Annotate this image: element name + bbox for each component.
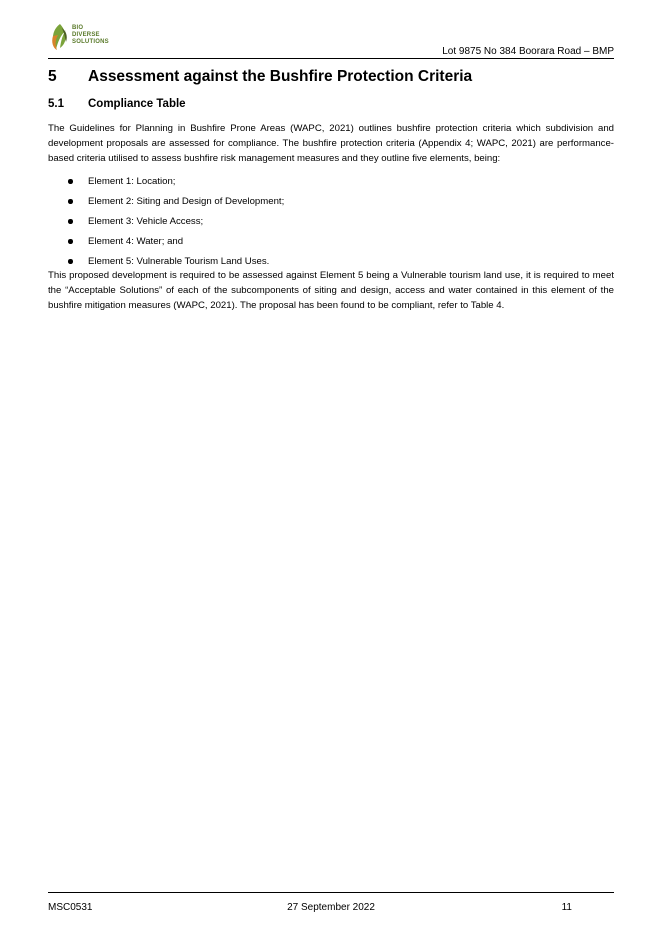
section-heading [48, 68, 614, 86]
bullet-icon [68, 219, 73, 224]
logo-line-3: SOLUTIONS [72, 39, 109, 45]
bullet-icon [68, 259, 73, 264]
list-item-text: Element 5: Vulnerable Tourism Land Uses. [88, 256, 270, 267]
list-item-text: Element 1: Location; [88, 176, 176, 187]
footer-divider [48, 892, 614, 893]
section-title: Assessment against the Bushfire Protection Criteria [88, 68, 473, 85]
logo-line-1: BIO [72, 25, 84, 31]
page-header [48, 18, 614, 58]
bullet-icon [68, 199, 73, 204]
logo-line-2: DIVERSE [72, 32, 100, 38]
company-logo [48, 22, 118, 56]
document-date: 27 September 2022 [287, 902, 375, 913]
document-reference: Lot 9875 No 384 Boorara Road – BMP [442, 46, 614, 57]
document-code: MSC0531 [48, 902, 93, 913]
bullet-icon [68, 179, 73, 184]
leaf-logo-icon [50, 22, 70, 52]
list-item [48, 234, 614, 254]
list-item [48, 174, 614, 194]
page-footer [48, 902, 614, 916]
header-divider [48, 58, 614, 59]
assessment-paragraph: This proposed development is required to be assessed against Element 5 being a Vulnerable tourism land use, it is required to meet the “Acceptable Solutions” of each of the subcomponents of siting and design, access and water contained in this element of the bushfire mitigation measures (WAPC, 2021). The proposal has been found to be compliant, refer to Table 4. [48, 270, 614, 311]
list-item [48, 214, 614, 234]
list-item-text: Element 2: Siting and Design of Development; [88, 196, 285, 207]
element-list [48, 174, 614, 274]
list-item-text: Element 3: Vehicle Access; [88, 216, 204, 227]
list-item [48, 194, 614, 214]
section-number: 5 [48, 68, 57, 85]
subsection-title: Compliance Table [88, 98, 186, 110]
subsection-number: 5.1 [48, 98, 64, 110]
list-item-text: Element 4: Water; and [88, 236, 184, 247]
logo-wordmark [72, 25, 109, 46]
intro-paragraph: The Guidelines for Planning in Bushfire Prone Areas (WAPC, 2021) outlines bushfire protection criteria which subdivision and development proposals are assessed for compliance. The bushfire protection criteria (Appendix 4; WAPC, 2021) are performance-based criteria utilised to assess bushfire risk management measures and they outline five elements, being: [48, 123, 614, 164]
bullet-icon [68, 239, 73, 244]
page-number: 11 [561, 902, 572, 913]
subsection-heading [48, 98, 614, 110]
